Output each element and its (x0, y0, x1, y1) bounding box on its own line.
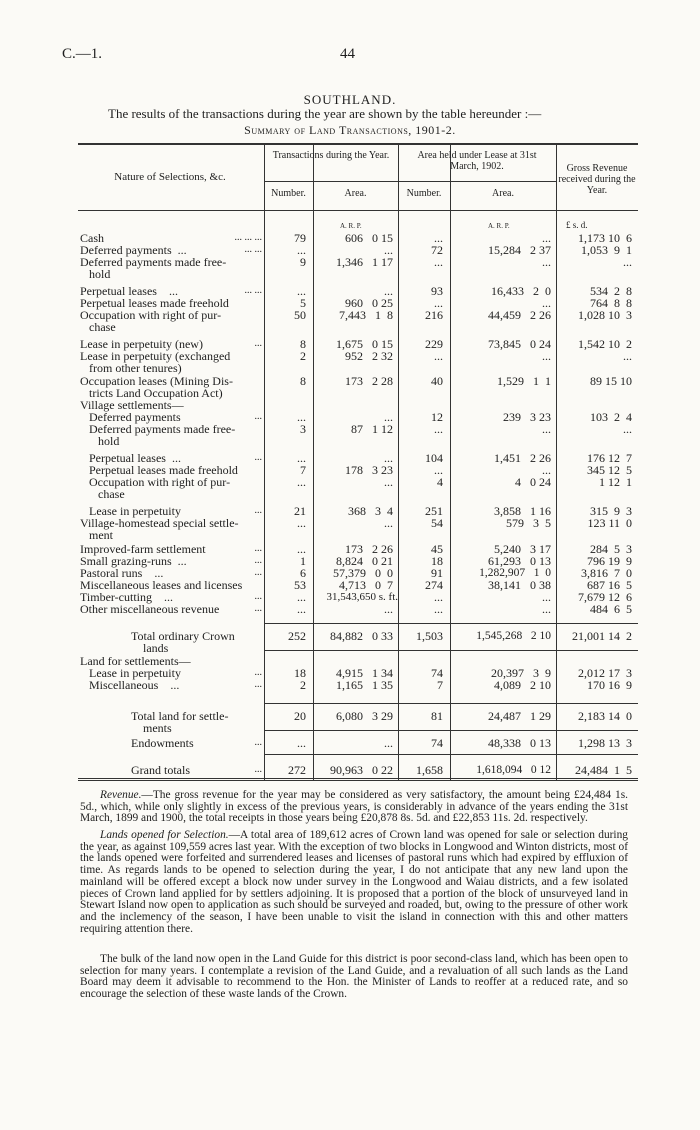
lease-area: ... (542, 590, 551, 604)
gross-revenue: 1 12 1 (599, 475, 632, 489)
row-label: Timber-cutting ... (80, 590, 173, 604)
lease-number: 229 (425, 337, 443, 351)
row-label: Deferred payments ... (80, 243, 187, 257)
gross-revenue: 1,028 10 3 (578, 308, 632, 322)
transactions-area: ... (384, 602, 393, 616)
transactions-number: 50 (294, 308, 306, 322)
transactions-number: 21 (294, 504, 306, 518)
transactions-area: ... (384, 243, 393, 257)
row-label: Pastoral runs ... (80, 566, 164, 580)
subheader-rule (264, 181, 556, 182)
lease-number: 93 (431, 284, 443, 298)
lease-area: 61,293 0 13 (488, 554, 551, 568)
transactions-area: ... (384, 736, 393, 750)
paragraph-heading: Revenue. (100, 789, 142, 801)
lease-area: 38,141 0 38 (488, 578, 551, 592)
lease-area: 1,618,094 0 12 (476, 764, 551, 776)
transactions-area: 57,379 0 0 (333, 566, 393, 580)
leader-dots: ... (254, 505, 262, 516)
transactions-area: ... (384, 516, 393, 530)
lease-area: 1,282,907 1 0 (479, 567, 551, 579)
gross-revenue: 176 12 7 (587, 451, 632, 465)
table-title: Summary of Land Transactions, 1901-2. (244, 123, 456, 137)
row-label: hold (80, 434, 120, 448)
row-label: Lease in perpetuity (exchanged (80, 349, 231, 363)
row-label: Improved-farm settlement (80, 542, 206, 556)
row-label: Lease in perpetuity (new) (80, 337, 203, 351)
subtotal-rule (264, 754, 638, 755)
gross-revenue: 2,012 17 3 (578, 666, 632, 680)
row-label: Lease in perpetuity (80, 666, 181, 680)
lease-area: ... (542, 463, 551, 477)
lease-area: 1,529 1 1 (497, 374, 551, 388)
transactions-area: 606 0 15 (345, 231, 393, 245)
subtotal-rule (264, 623, 638, 624)
lease-number: 251 (425, 504, 443, 518)
transactions-area: 952 2 32 (345, 349, 393, 363)
transactions-area: 1,675 0 15 (336, 337, 393, 351)
header-nature: Nature of Selections, &c. (114, 171, 226, 183)
row-label: Perpetual leases ... (80, 284, 178, 298)
leader-dots: ... (254, 667, 262, 678)
lease-area: 15,284 2 37 (488, 243, 551, 257)
transactions-number: 20 (294, 709, 306, 723)
table-bottom-rule (78, 780, 638, 781)
header-transactions: Transactions during the Year. (272, 150, 390, 161)
table-top-rule (78, 144, 638, 145)
lease-area: 4,089 2 10 (494, 678, 551, 692)
transactions-area: 7,443 1 8 (339, 308, 393, 322)
transactions-area: 960 0 25 (345, 296, 393, 310)
row-label: Deferred payments made free- (80, 422, 236, 436)
lease-area: 24,487 1 29 (488, 709, 551, 723)
transactions-number: ... (297, 542, 306, 556)
total-label-cont: ments (143, 721, 172, 735)
gross-revenue: 7,679 12 6 (578, 590, 632, 604)
row-label: Lease in perpetuity (80, 504, 181, 518)
lease-number: ... (434, 231, 443, 245)
lease-number: ... (434, 590, 443, 604)
table-bottom-rule (78, 778, 638, 779)
lease-number: 7 (437, 678, 443, 692)
transactions-area: 4,713 0 7 (339, 578, 393, 592)
lease-number: ... (434, 349, 443, 363)
gross-revenue: 1,173 10 6 (578, 231, 632, 245)
lease-number: 216 (425, 308, 443, 322)
header-bottom-rule (78, 210, 638, 211)
lease-area: 16,433 2 0 (491, 284, 551, 298)
leader-dots: ... (254, 603, 262, 614)
transactions-area: 4,915 1 34 (336, 666, 393, 680)
transactions-area: 31,543,650 s. ft. (326, 591, 398, 603)
gross-revenue: ... (623, 349, 632, 363)
leader-dots: ... (254, 338, 262, 349)
header-number-2: Number. (406, 188, 442, 199)
lease-number: ... (434, 602, 443, 616)
gross-revenue: 2,183 14 0 (578, 709, 632, 723)
transactions-number: ... (297, 410, 306, 424)
gross-revenue: 103 2 4 (590, 410, 632, 424)
transactions-area: 178 3 23 (345, 463, 393, 477)
lease-number: 104 (425, 451, 443, 465)
transactions-number: 2 (300, 349, 306, 363)
lease-area: 20,397 3 9 (491, 666, 551, 680)
lease-number: ... (434, 255, 443, 269)
row-label: hold (80, 267, 111, 281)
paragraph-text: —A total area of 189,612 acres of Crown land was opened for sale or selection during the year, as against 109,559 acres last year. With the exception of two blocks in Longwood and Winton districts, most of the lands opened were forfeited and surrendered leases and licenses of pastoral runs which had expired by effluxion of time. As regards lands to be opened to selection during the year, I do not anticipate that any new land upon the mainland will be offered except a block now under survey in the Longwood and Waiau districts, and a few isolated pieces of Crown land applied for by settlers adjoining. It is proposed that a portion of the block of unsurveyed land in Stewart Island now open to application as such should be surveyed and roaded, but, owing to the pressure of other work and the inclemency of the season, I have been unable to visit the island in connection with this and other matters requiring attention there. (80, 829, 629, 935)
transactions-number: 8 (300, 374, 306, 388)
row-label: Miscellaneous leases and licenses (80, 578, 243, 592)
transactions-area: 173 2 28 (345, 374, 393, 388)
lease-number: 1,658 (416, 763, 443, 777)
transactions-area: 6,080 3 29 (336, 709, 393, 723)
gross-revenue: ... (623, 422, 632, 436)
leader-dots: ... (254, 591, 262, 602)
row-label: Other miscellaneous revenue (80, 602, 220, 616)
lease-area: 5,240 3 17 (494, 542, 551, 556)
total-label-cont: lands (143, 641, 169, 655)
money-units: £ s. d. (566, 220, 588, 230)
transactions-number: ... (297, 516, 306, 530)
page-number: 44 (340, 46, 355, 62)
transactions-area: ... (384, 284, 393, 298)
transactions-number: 2 (300, 678, 306, 692)
leader-dots: ... ... ... (234, 232, 262, 243)
transactions-area: ... (384, 451, 393, 465)
transactions-area: 1,165 1 35 (336, 678, 393, 692)
lease-area: ... (542, 602, 551, 616)
transactions-number: 53 (294, 578, 306, 592)
area-units-2: A. R. P. (488, 222, 510, 230)
paragraph-text: —The gross revenue for the year may be considered as very satisfactory, the amount being £24,484 1s. 5d., which, while only slightly in excess of the previous years, is considerably in advance of the years ending the 31st March, 1899 and 1900, the total receipts in those years being £20,878 8s. 5d. and £22,853 11s. 2d. respectively. (80, 789, 628, 825)
gross-revenue: 484 6 5 (590, 602, 632, 616)
header-area-1: Area. (344, 188, 367, 199)
transactions-number: 7 (300, 463, 306, 477)
header-lease: Area held under Lease at 31st March, 1902. (417, 150, 537, 172)
lease-number: 4 (437, 475, 443, 489)
row-label: Cash (80, 231, 104, 245)
transactions-number: ... (297, 736, 306, 750)
gross-revenue: 687 16 5 (587, 578, 632, 592)
row-label: Occupation leases (Mining Dis- (80, 374, 233, 388)
row-label: Perpetual leases made freehold (80, 463, 238, 477)
lease-number: 1,503 (416, 629, 443, 643)
gross-revenue: 24,484 1 5 (575, 763, 632, 777)
header-revenue: Gross Revenue received during the Year. (558, 163, 636, 196)
subtotal-rule (264, 703, 638, 704)
lease-number: 91 (431, 566, 443, 580)
transactions-number: 1 (300, 554, 306, 568)
row-label: from other tenures) (80, 361, 182, 375)
transactions-number: 79 (294, 231, 306, 245)
lease-number: 72 (431, 243, 443, 257)
lease-number: ... (434, 422, 443, 436)
leader-dots: ... (254, 737, 262, 748)
row-label: Land for settlements— (80, 654, 191, 668)
lease-area: ... (542, 296, 551, 310)
transactions-number: ... (297, 475, 306, 489)
transactions-area: ... (384, 475, 393, 489)
transactions-number: ... (297, 590, 306, 604)
transactions-number: ... (297, 284, 306, 298)
gross-revenue: 21,001 14 2 (572, 629, 632, 643)
leader-dots: ... (254, 555, 262, 566)
row-label: Small grazing-runs ... (80, 554, 187, 568)
transactions-number: ... (297, 243, 306, 257)
gross-revenue: 1,542 10 2 (578, 337, 632, 351)
transactions-number: 6 (300, 566, 306, 580)
gross-revenue: 1,298 13 3 (578, 736, 632, 750)
paragraph (80, 954, 628, 1001)
transactions-number: 252 (288, 629, 306, 643)
lease-number: 274 (425, 578, 443, 592)
row-label: ment (80, 528, 113, 542)
lease-area: 48,338 0 13 (488, 736, 551, 750)
row-label: Perpetual leases made freehold (80, 296, 229, 310)
transactions-area: 8,824 0 21 (336, 554, 393, 568)
lease-area: ... (542, 231, 551, 245)
header-area-2: Area. (492, 188, 514, 199)
lease-area: 3,858 1 16 (494, 504, 551, 518)
gross-revenue: 315 9 3 (590, 504, 632, 518)
transactions-number: ... (297, 451, 306, 465)
total-label: Total land for settle- (131, 709, 229, 723)
leader-dots: ... (254, 567, 262, 578)
subtotal-rule (264, 730, 638, 731)
lease-area: 1,545,268 2 10 (476, 630, 551, 642)
lease-area: 73,845 0 24 (488, 337, 551, 351)
lease-number: 74 (431, 666, 443, 680)
row-label: Perpetual leases ... (80, 451, 181, 465)
transactions-number: 5 (300, 296, 306, 310)
transactions-number: ... (297, 602, 306, 616)
gross-revenue: 284 5 3 (590, 542, 632, 556)
lease-number: 54 (431, 516, 443, 530)
total-label: Total ordinary Crown (131, 629, 235, 643)
lease-number: ... (434, 463, 443, 477)
transactions-area: 173 2 26 (345, 542, 393, 556)
lease-area: ... (542, 349, 551, 363)
gross-revenue: 170 16 9 (587, 678, 632, 692)
total-label: Endowments (131, 736, 194, 750)
transactions-number: 3 (300, 422, 306, 436)
lease-area: 4 0 24 (515, 475, 551, 489)
row-label: Village settlements— (80, 398, 184, 412)
lease-area: 239 3 23 (503, 410, 551, 424)
row-label: chase (80, 320, 116, 334)
lease-area: ... (542, 255, 551, 269)
lease-number: 18 (431, 554, 443, 568)
document-reference: C.—1. (62, 46, 103, 62)
leader-dots: ... ... (244, 285, 262, 296)
leader-dots: ... (254, 679, 262, 690)
lease-number: ... (434, 296, 443, 310)
intro-text: The results of the transactions during the year are shown by the table hereunder :— (108, 106, 542, 121)
row-label: Deferred payments made free- (80, 255, 227, 269)
leader-dots: ... ... (244, 244, 262, 255)
transactions-area: ... (384, 410, 393, 424)
row-label: Occupation with right of pur- (80, 308, 222, 322)
transactions-number: 9 (300, 255, 306, 269)
subtotal-rule (264, 650, 638, 651)
transactions-area: 90,963 0 22 (330, 763, 393, 777)
lease-area: 44,459 2 26 (488, 308, 551, 322)
row-label: tricts Land Occupation Act) (80, 386, 223, 400)
lease-number: 74 (431, 736, 443, 750)
gross-revenue: 3,816 7 0 (581, 566, 632, 580)
transactions-area: 1,346 1 17 (336, 255, 393, 269)
total-label: Grand totals (131, 763, 190, 777)
leader-dots: ... (254, 411, 262, 422)
paragraph (80, 830, 628, 935)
gross-revenue: 123 11 0 (587, 516, 632, 530)
gross-revenue: 89 15 10 (590, 374, 632, 388)
lease-area: 1,451 2 26 (494, 451, 551, 465)
lease-number: 45 (431, 542, 443, 556)
row-label: Miscellaneous ... (80, 678, 180, 692)
transactions-number: 272 (288, 763, 306, 777)
leader-dots: ... (254, 452, 262, 463)
paragraph-text: The bulk of the land now open in the Land Guide for this district is poor second-class land, which has been open to selection for many years. I contemplate a revision of the Land Guide, and a revaluation of all such lands as the Land Board may deem it advisable to recommend to the Hon. the Minister of Lands to reoffer at a reduced rate, and so encourage the selection of these waste lands of the Crown. (80, 953, 628, 1001)
transactions-area: 87 1 12 (351, 422, 393, 436)
section-title: SOUTHLAND. (303, 92, 397, 107)
paragraph (80, 790, 628, 825)
transactions-area: 368 3 4 (348, 504, 393, 518)
transactions-number: 8 (300, 337, 306, 351)
leader-dots: ... (254, 764, 262, 775)
lease-number: 40 (431, 374, 443, 388)
gross-revenue: ... (623, 255, 632, 269)
gross-revenue: 796 19 9 (587, 554, 632, 568)
leader-dots: ... (254, 543, 262, 554)
gross-revenue: 345 12 5 (587, 463, 632, 477)
header-number-1: Number. (271, 188, 306, 199)
row-label: Village-homestead special settle- (80, 516, 239, 530)
gross-revenue: 534 2 8 (590, 284, 632, 298)
row-label: chase (80, 487, 125, 501)
gross-revenue: 1,053 9 1 (581, 243, 632, 257)
gross-revenue: 764 8 8 (590, 296, 632, 310)
area-units-1: A. R. P. (340, 222, 362, 230)
lease-number: 12 (431, 410, 443, 424)
row-label: Deferred payments (80, 410, 181, 424)
lease-number: 81 (431, 709, 443, 723)
transactions-area: 84,882 0 33 (330, 629, 393, 643)
lease-area: 579 3 5 (506, 516, 551, 530)
row-label: Occupation with right of pur- (80, 475, 231, 489)
transactions-number: 18 (294, 666, 306, 680)
lease-area: ... (542, 422, 551, 436)
paragraph-heading: Lands opened for Selection. (100, 829, 229, 841)
